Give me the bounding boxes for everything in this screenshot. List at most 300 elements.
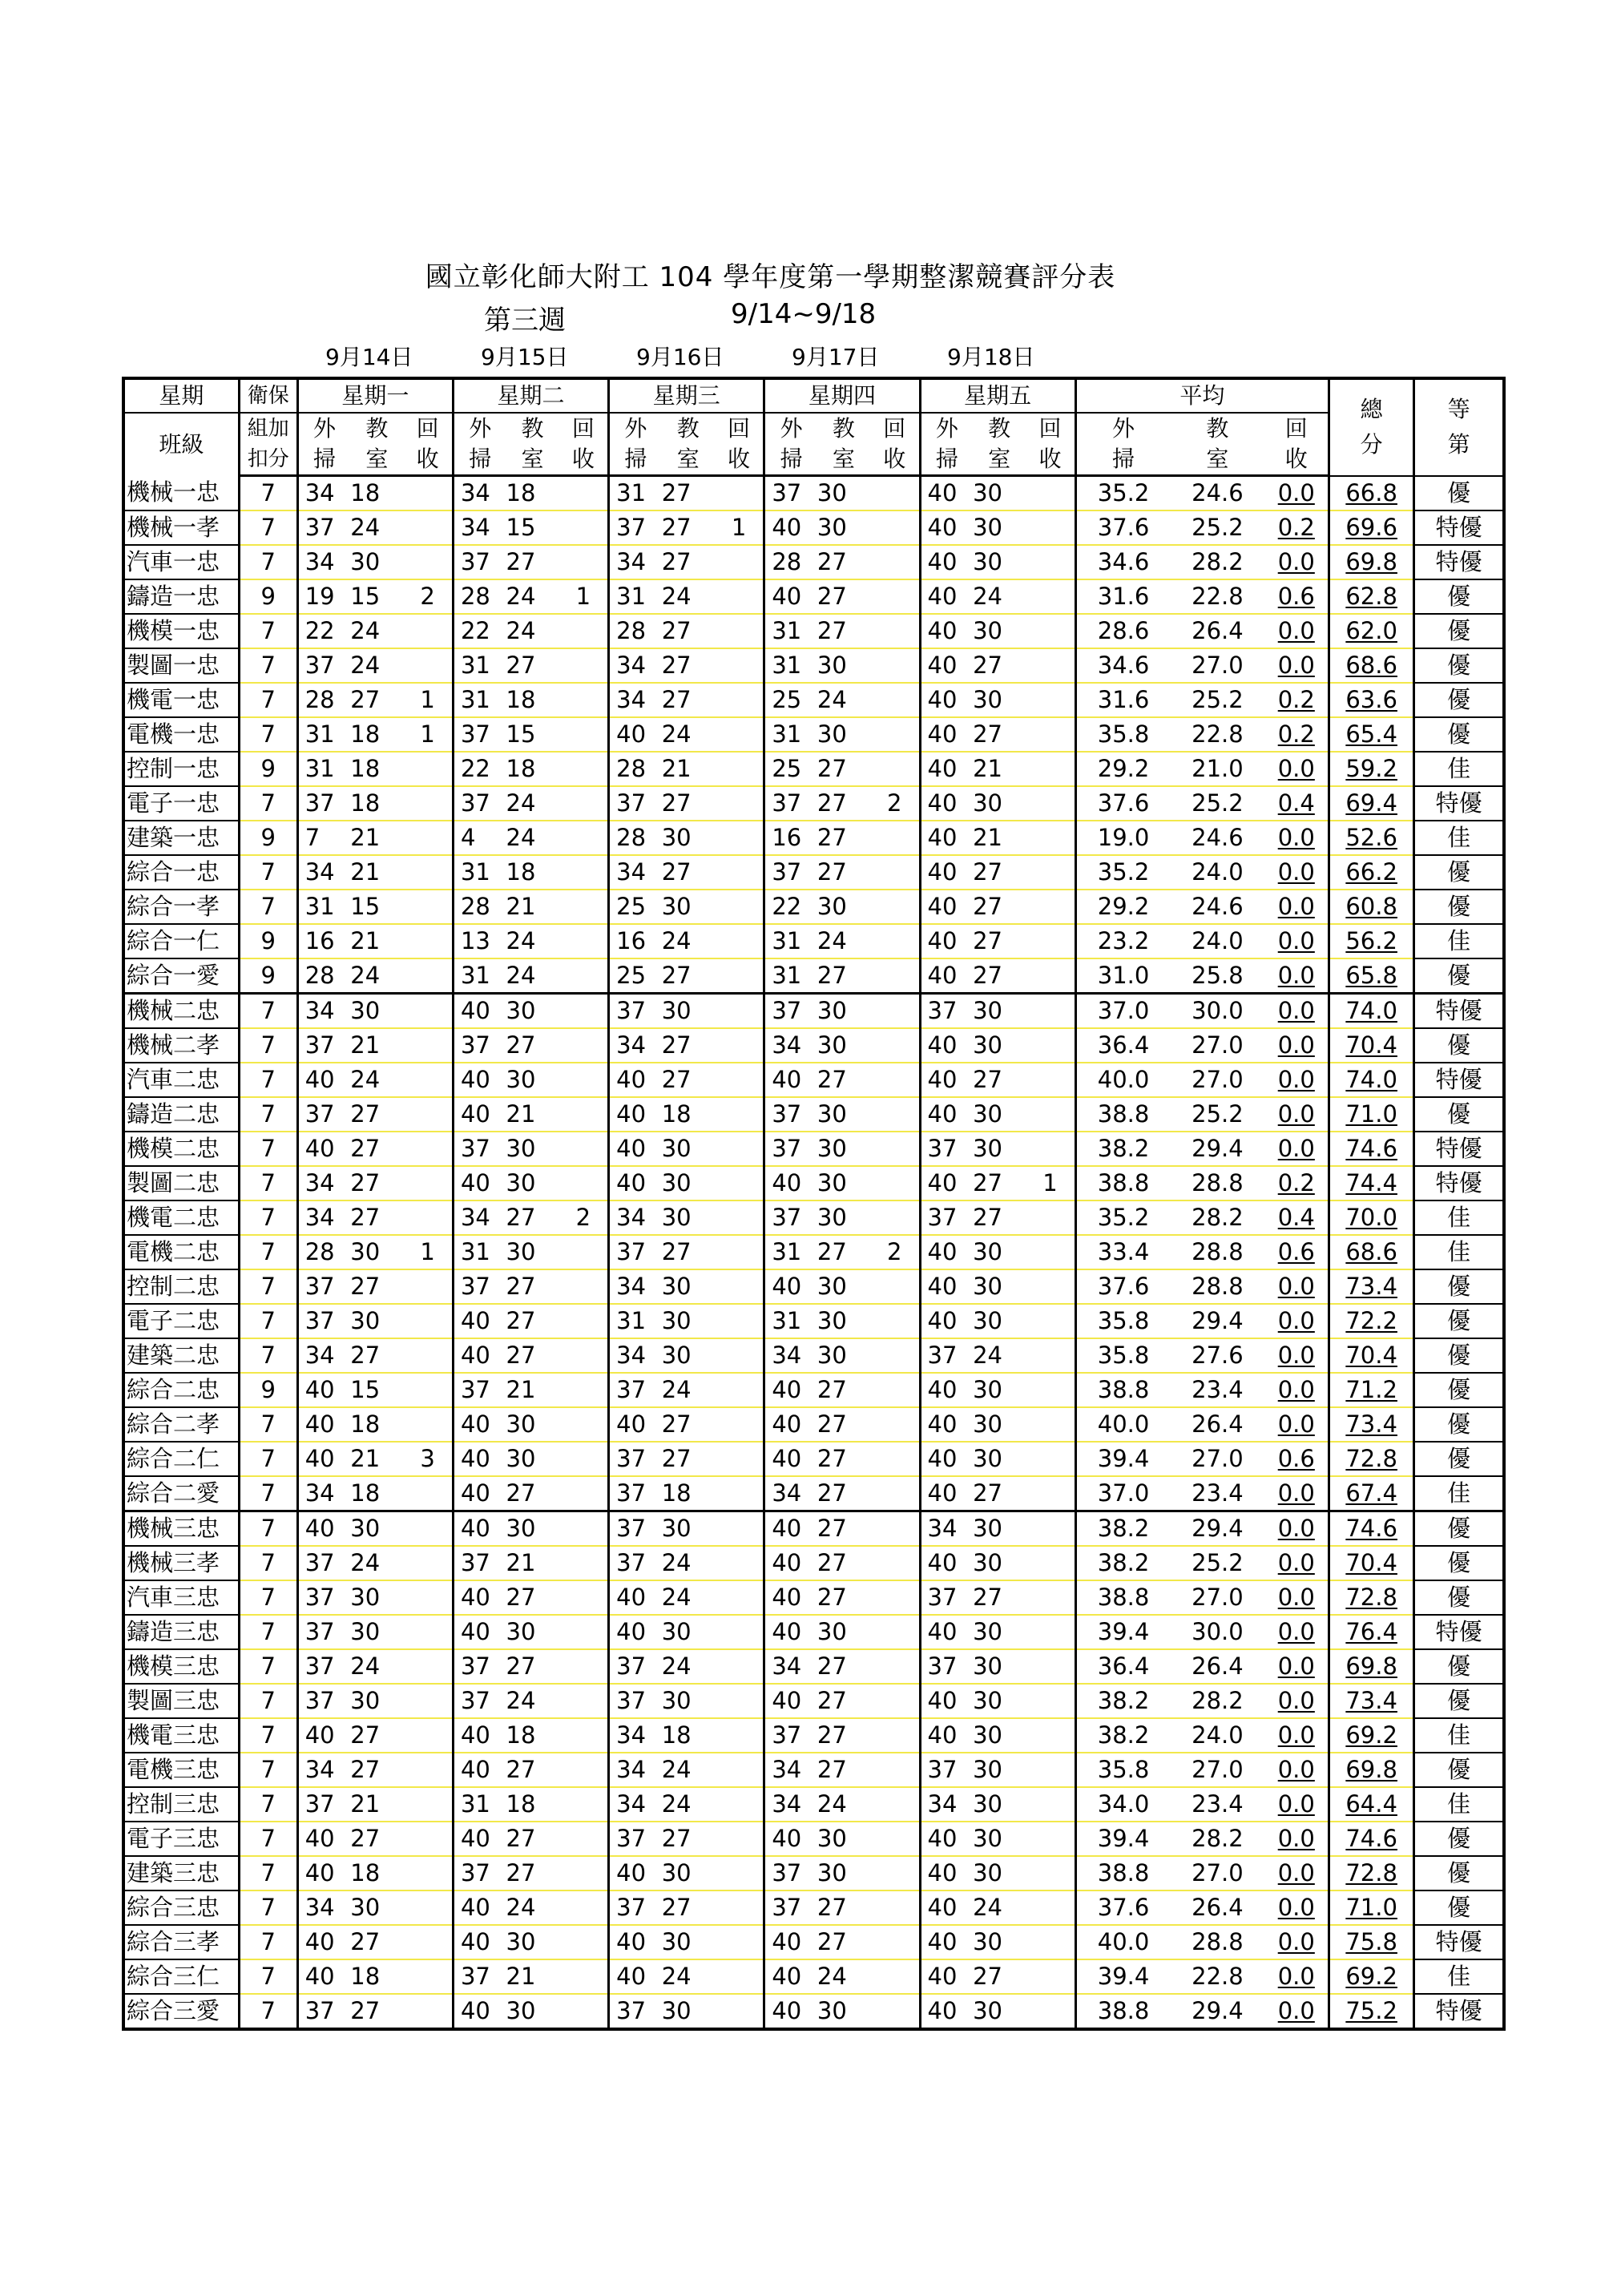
mon-classroom: 27 <box>350 1338 403 1373</box>
mon-classroom: 30 <box>350 1304 403 1338</box>
fri-outdoor: 40 <box>920 1442 973 1476</box>
fri-recycle <box>1026 1546 1075 1580</box>
thu-outdoor: 25 <box>764 752 817 786</box>
fri-outdoor: 37 <box>920 1580 973 1615</box>
thu-classroom: 30 <box>817 1200 870 1235</box>
avg-outdoor: 38.8 <box>1075 1856 1170 1890</box>
wed-classroom: 30 <box>662 890 715 924</box>
tue-classroom: 15 <box>506 510 559 545</box>
thu-outdoor: 16 <box>764 821 817 855</box>
sub-header: 教 <box>1206 415 1229 442</box>
tue-recycle <box>559 476 609 511</box>
mon-recycle <box>403 614 453 648</box>
mon-classroom: 30 <box>350 545 403 579</box>
mon-classroom: 21 <box>350 1442 403 1476</box>
class-name: 電機一忠 <box>123 717 239 752</box>
thu-classroom: 24 <box>817 683 870 717</box>
thu-outdoor: 40 <box>764 1959 817 1994</box>
total-score: 52.6 <box>1329 821 1414 855</box>
mon-recycle <box>403 545 453 579</box>
bonus-points: 7 <box>239 994 297 1029</box>
avg-classroom: 28.2 <box>1170 545 1264 579</box>
tue-classroom: 27 <box>506 1028 559 1063</box>
wed-outdoor: 37 <box>609 1649 662 1684</box>
mon-recycle <box>403 821 453 855</box>
fri-outdoor: 40 <box>920 1822 973 1856</box>
mon-outdoor: 34 <box>297 545 350 579</box>
thu-classroom: 27 <box>817 1235 870 1269</box>
class-name: 綜合三愛 <box>123 1994 239 2029</box>
mon-outdoor: 34 <box>297 1338 350 1373</box>
fri-recycle <box>1026 821 1075 855</box>
mon-recycle <box>403 1856 453 1890</box>
mon-classroom: 21 <box>350 1028 403 1063</box>
date-wed: 9月16日 <box>636 344 724 370</box>
fri-classroom: 21 <box>973 821 1026 855</box>
fri-outdoor: 40 <box>920 958 973 994</box>
avg-outdoor: 37.6 <box>1075 786 1170 821</box>
class-name: 控制一忠 <box>123 752 239 786</box>
mon-classroom: 15 <box>350 890 403 924</box>
fri-recycle <box>1026 648 1075 683</box>
avg-classroom: 22.8 <box>1170 579 1264 614</box>
mon-classroom: 27 <box>350 1097 403 1132</box>
wed-recycle <box>715 1269 764 1304</box>
wed-recycle <box>715 1132 764 1166</box>
avg-recycle: 0.0 <box>1265 890 1329 924</box>
wed-outdoor: 37 <box>609 1890 662 1925</box>
avg-outdoor: 39.4 <box>1075 1822 1170 1856</box>
wed-recycle <box>715 1373 764 1407</box>
wed-classroom: 30 <box>662 1511 715 1547</box>
thu-classroom: 30 <box>817 890 870 924</box>
class-name: 機模二忠 <box>123 1132 239 1166</box>
fri-classroom: 30 <box>973 1373 1026 1407</box>
thu-classroom: 27 <box>817 821 870 855</box>
week-label: 第三週 <box>484 305 566 337</box>
tue-classroom: 21 <box>506 1373 559 1407</box>
sub-header: 室 <box>350 444 403 476</box>
tue-outdoor: 13 <box>453 924 506 958</box>
avg-classroom: 24.0 <box>1170 1718 1264 1753</box>
fri-classroom: 24 <box>973 1338 1026 1373</box>
mon-outdoor: 40 <box>297 1407 350 1442</box>
wed-classroom: 27 <box>662 683 715 717</box>
avg-outdoor: 38.8 <box>1075 1166 1170 1200</box>
avg-outdoor: 37.6 <box>1075 1890 1170 1925</box>
mon-recycle <box>403 752 453 786</box>
total-score: 62.0 <box>1329 614 1414 648</box>
mon-outdoor: 37 <box>297 1580 350 1615</box>
mon-classroom: 27 <box>350 1718 403 1753</box>
thu-outdoor: 37 <box>764 476 817 511</box>
fri-outdoor: 40 <box>920 476 973 511</box>
day-header-wed: 星期三 <box>609 378 764 413</box>
avg-recycle: 0.0 <box>1265 1511 1329 1547</box>
rank: 優 <box>1414 648 1504 683</box>
avg-recycle: 0.4 <box>1265 1200 1329 1235</box>
tue-outdoor: 40 <box>453 1753 506 1787</box>
mon-classroom: 18 <box>350 1407 403 1442</box>
fri-recycle <box>1026 579 1075 614</box>
sub-header: 回 <box>1026 413 1075 444</box>
thu-classroom: 24 <box>817 1959 870 1994</box>
mon-outdoor: 31 <box>297 890 350 924</box>
fri-classroom: 30 <box>973 1684 1026 1718</box>
mon-recycle <box>403 1580 453 1615</box>
wed-classroom: 18 <box>662 1097 715 1132</box>
fri-outdoor: 40 <box>920 683 973 717</box>
fri-outdoor: 40 <box>920 1546 973 1580</box>
class-name: 汽車三忠 <box>123 1580 239 1615</box>
day-header-mon: 星期一 <box>297 378 453 413</box>
rank: 優 <box>1414 1304 1504 1338</box>
wed-classroom: 27 <box>662 1235 715 1269</box>
wed-outdoor: 16 <box>609 924 662 958</box>
avg-outdoor: 33.4 <box>1075 1235 1170 1269</box>
mon-classroom: 21 <box>350 821 403 855</box>
tue-outdoor: 31 <box>453 1235 506 1269</box>
bonus-points: 7 <box>239 1407 297 1442</box>
class-name: 機械一忠 <box>123 476 239 511</box>
tue-recycle <box>559 1373 609 1407</box>
wed-classroom: 18 <box>662 1476 715 1511</box>
class-name: 建築三忠 <box>123 1856 239 1890</box>
bonus-points: 7 <box>239 1338 297 1373</box>
total-score: 71.0 <box>1329 1097 1414 1132</box>
class-name: 綜合二仁 <box>123 1442 239 1476</box>
class-name: 機電二忠 <box>123 1200 239 1235</box>
fri-outdoor: 40 <box>920 579 973 614</box>
mon-outdoor: 34 <box>297 1890 350 1925</box>
mon-outdoor: 28 <box>297 1235 350 1269</box>
thu-outdoor: 34 <box>764 1028 817 1063</box>
fri-outdoor: 34 <box>920 1787 973 1822</box>
class-name: 機模三忠 <box>123 1649 239 1684</box>
total-score: 66.8 <box>1329 476 1414 511</box>
fri-classroom: 30 <box>973 1132 1026 1166</box>
tue-recycle <box>559 683 609 717</box>
total-score: 60.8 <box>1329 890 1414 924</box>
wed-outdoor: 25 <box>609 958 662 994</box>
bonus-points: 7 <box>239 1097 297 1132</box>
wed-recycle <box>715 924 764 958</box>
tue-outdoor: 40 <box>453 1476 506 1511</box>
mon-classroom: 24 <box>350 648 403 683</box>
class-name: 電子三忠 <box>123 1822 239 1856</box>
avg-classroom: 25.2 <box>1170 1546 1264 1580</box>
avg-recycle: 0.0 <box>1265 1994 1329 2029</box>
mon-classroom: 27 <box>350 1132 403 1166</box>
fri-recycle <box>1026 683 1075 717</box>
bonus-points: 7 <box>239 717 297 752</box>
thu-outdoor: 40 <box>764 1822 817 1856</box>
sub-header: 收 <box>403 444 453 476</box>
bonus-points: 7 <box>239 1684 297 1718</box>
wed-recycle <box>715 1580 764 1615</box>
table-body <box>123 476 1504 2030</box>
thu-outdoor: 34 <box>764 1787 817 1822</box>
bonus-points: 7 <box>239 1546 297 1580</box>
rank: 特優 <box>1414 994 1504 1029</box>
fri-classroom: 30 <box>973 1822 1026 1856</box>
fri-recycle <box>1026 1132 1075 1166</box>
thu-recycle <box>870 1097 920 1132</box>
tue-outdoor: 40 <box>453 1063 506 1097</box>
wed-outdoor: 25 <box>609 890 662 924</box>
tue-classroom: 30 <box>506 1132 559 1166</box>
thu-classroom: 27 <box>817 1925 870 1959</box>
tue-classroom: 18 <box>506 1718 559 1753</box>
tue-outdoor: 31 <box>453 855 506 890</box>
wed-outdoor: 40 <box>609 1615 662 1649</box>
mon-outdoor: 40 <box>297 1511 350 1547</box>
mon-recycle <box>403 1822 453 1856</box>
rank: 特優 <box>1414 1063 1504 1097</box>
avg-recycle: 0.0 <box>1265 1304 1329 1338</box>
total-score: 71.0 <box>1329 1890 1414 1925</box>
bonus-points: 7 <box>239 1649 297 1684</box>
table-row <box>123 1269 1504 1304</box>
wed-recycle <box>715 994 764 1029</box>
rank: 特優 <box>1414 1132 1504 1166</box>
wed-outdoor: 40 <box>609 1856 662 1890</box>
avg-outdoor: 37.6 <box>1075 1269 1170 1304</box>
table-row <box>123 1442 1504 1476</box>
sub-header: 掃 <box>453 444 506 476</box>
thu-recycle <box>870 1890 920 1925</box>
tue-classroom: 27 <box>506 1856 559 1890</box>
tue-recycle <box>559 1442 609 1476</box>
mon-recycle <box>403 1511 453 1547</box>
sub-header: 室 <box>1170 444 1264 476</box>
wed-recycle <box>715 1166 764 1200</box>
class-name: 製圖二忠 <box>123 1166 239 1200</box>
fri-outdoor: 37 <box>920 1338 973 1373</box>
tue-classroom: 27 <box>506 1649 559 1684</box>
fri-outdoor: 40 <box>920 1063 973 1097</box>
mon-outdoor: 34 <box>297 855 350 890</box>
bonus-header-bot: 扣分 <box>239 444 297 476</box>
thu-outdoor: 22 <box>764 890 817 924</box>
fri-outdoor: 40 <box>920 924 973 958</box>
table-row <box>123 1338 1504 1373</box>
day-header-thu: 星期四 <box>764 378 920 413</box>
thu-outdoor: 40 <box>764 1994 817 2029</box>
mon-outdoor: 37 <box>297 1028 350 1063</box>
fri-outdoor: 40 <box>920 821 973 855</box>
tue-outdoor: 37 <box>453 786 506 821</box>
avg-outdoor: 34.6 <box>1075 545 1170 579</box>
fri-outdoor: 40 <box>920 1994 973 2029</box>
class-name: 汽車二忠 <box>123 1063 239 1097</box>
mon-classroom: 24 <box>350 958 403 994</box>
thu-outdoor: 40 <box>764 1546 817 1580</box>
wed-outdoor: 31 <box>609 476 662 511</box>
bonus-points: 7 <box>239 1200 297 1235</box>
tue-classroom: 21 <box>506 890 559 924</box>
tue-outdoor: 37 <box>453 1684 506 1718</box>
avg-recycle: 0.0 <box>1265 1063 1329 1097</box>
tue-recycle <box>559 1753 609 1787</box>
sub-header: 收 <box>1265 444 1329 476</box>
table-row <box>123 1304 1504 1338</box>
mon-classroom: 30 <box>350 1890 403 1925</box>
wed-outdoor: 37 <box>609 1373 662 1407</box>
fri-outdoor: 40 <box>920 752 973 786</box>
fri-classroom: 27 <box>973 1580 1026 1615</box>
thu-outdoor: 40 <box>764 1925 817 1959</box>
fri-outdoor: 40 <box>920 890 973 924</box>
mon-outdoor: 28 <box>297 683 350 717</box>
sub-header: 室 <box>817 444 870 476</box>
mon-outdoor: 34 <box>297 1200 350 1235</box>
fri-recycle: 1 <box>1026 1166 1075 1200</box>
tue-outdoor: 37 <box>453 1269 506 1304</box>
rank: 優 <box>1414 1373 1504 1407</box>
avg-classroom: 25.2 <box>1170 786 1264 821</box>
fri-classroom: 30 <box>973 1304 1026 1338</box>
wed-classroom: 27 <box>662 1890 715 1925</box>
wed-outdoor: 34 <box>609 855 662 890</box>
bonus-points: 7 <box>239 476 297 511</box>
thu-outdoor: 37 <box>764 1200 817 1235</box>
total-score: 64.4 <box>1329 1787 1414 1822</box>
mon-recycle: 1 <box>403 717 453 752</box>
tue-recycle <box>559 1856 609 1890</box>
table-row <box>123 717 1504 752</box>
thu-classroom: 27 <box>817 545 870 579</box>
sub-header: 掃 <box>764 444 817 476</box>
fri-recycle <box>1026 924 1075 958</box>
mon-classroom: 21 <box>350 924 403 958</box>
thu-classroom: 30 <box>817 648 870 683</box>
avg-recycle: 0.0 <box>1265 1373 1329 1407</box>
tue-recycle <box>559 614 609 648</box>
total-score: 65.4 <box>1329 717 1414 752</box>
table-row <box>123 1028 1504 1063</box>
weekday-header: 星期 <box>123 378 239 413</box>
table-row <box>123 1476 1504 1511</box>
thu-outdoor: 34 <box>764 1753 817 1787</box>
table-row <box>123 958 1504 994</box>
tue-outdoor: 4 <box>453 821 506 855</box>
total-score: 69.2 <box>1329 1959 1414 1994</box>
wed-classroom: 27 <box>662 545 715 579</box>
wed-recycle <box>715 1028 764 1063</box>
avg-recycle: 0.0 <box>1265 1718 1329 1753</box>
total-score: 70.4 <box>1329 1028 1414 1063</box>
avg-outdoor: 40.0 <box>1075 1063 1170 1097</box>
wed-recycle <box>715 890 764 924</box>
thu-classroom: 30 <box>817 994 870 1029</box>
avg-recycle: 0.6 <box>1265 1235 1329 1269</box>
total-score: 75.2 <box>1329 1994 1414 2029</box>
tue-classroom: 15 <box>506 717 559 752</box>
class-name: 綜合二忠 <box>123 1373 239 1407</box>
tue-classroom: 24 <box>506 786 559 821</box>
mon-classroom: 27 <box>350 683 403 717</box>
class-name: 電機二忠 <box>123 1235 239 1269</box>
mon-recycle <box>403 1718 453 1753</box>
tue-classroom: 18 <box>506 476 559 511</box>
total-score: 70.0 <box>1329 1200 1414 1235</box>
mon-recycle <box>403 476 453 511</box>
table-row <box>123 648 1504 683</box>
total-score: 63.6 <box>1329 683 1414 717</box>
tue-recycle <box>559 1511 609 1547</box>
tue-outdoor: 40 <box>453 1304 506 1338</box>
mon-classroom: 15 <box>350 1373 403 1407</box>
wed-recycle <box>715 821 764 855</box>
fri-outdoor: 40 <box>920 614 973 648</box>
thu-recycle <box>870 890 920 924</box>
fri-outdoor: 40 <box>920 1373 973 1407</box>
fri-recycle <box>1026 958 1075 994</box>
tue-recycle <box>559 890 609 924</box>
table-row <box>123 1994 1504 2029</box>
tue-outdoor: 28 <box>453 890 506 924</box>
thu-recycle <box>870 1442 920 1476</box>
avg-outdoor: 28.6 <box>1075 614 1170 648</box>
wed-classroom: 27 <box>662 510 715 545</box>
avg-recycle: 0.0 <box>1265 924 1329 958</box>
total-score: 72.2 <box>1329 1304 1414 1338</box>
thu-classroom: 30 <box>817 1166 870 1200</box>
tue-outdoor: 40 <box>453 1994 506 2029</box>
sub-header: 收 <box>715 444 764 476</box>
mon-recycle <box>403 1166 453 1200</box>
table-row <box>123 786 1504 821</box>
class-name: 機械二孝 <box>123 1028 239 1063</box>
fri-classroom: 27 <box>973 1959 1026 1994</box>
avg-classroom: 24.6 <box>1170 476 1264 511</box>
wed-outdoor: 40 <box>609 717 662 752</box>
wed-recycle <box>715 717 764 752</box>
rank: 特優 <box>1414 1925 1504 1959</box>
class-name: 機械二忠 <box>123 994 239 1029</box>
class-name: 機械三孝 <box>123 1546 239 1580</box>
sub-header: 室 <box>973 444 1026 476</box>
mon-outdoor: 37 <box>297 1546 350 1580</box>
mon-recycle: 2 <box>403 579 453 614</box>
thu-classroom: 30 <box>817 510 870 545</box>
class-name: 機械三忠 <box>123 1511 239 1547</box>
thu-outdoor: 40 <box>764 1063 817 1097</box>
total-header: 總 分 <box>1360 396 1383 458</box>
thu-classroom: 27 <box>817 1063 870 1097</box>
tue-outdoor: 31 <box>453 683 506 717</box>
tue-outdoor: 34 <box>453 476 506 511</box>
table-row <box>123 1615 1504 1649</box>
avg-outdoor: 38.2 <box>1075 1546 1170 1580</box>
wed-outdoor: 40 <box>609 1580 662 1615</box>
fri-outdoor: 40 <box>920 1097 973 1132</box>
table-row <box>123 821 1504 855</box>
avg-recycle: 0.0 <box>1265 1684 1329 1718</box>
bonus-points: 7 <box>239 1925 297 1959</box>
fri-classroom: 30 <box>973 1511 1026 1547</box>
thu-outdoor: 37 <box>764 1132 817 1166</box>
avg-classroom: 24.6 <box>1170 821 1264 855</box>
avg-outdoor: 38.2 <box>1075 1684 1170 1718</box>
mon-classroom: 18 <box>350 1476 403 1511</box>
class-name: 綜合二愛 <box>123 1476 239 1511</box>
wed-recycle <box>715 1925 764 1959</box>
mon-outdoor: 31 <box>297 752 350 786</box>
tue-outdoor: 40 <box>453 1407 506 1442</box>
avg-recycle: 0.0 <box>1265 1269 1329 1304</box>
